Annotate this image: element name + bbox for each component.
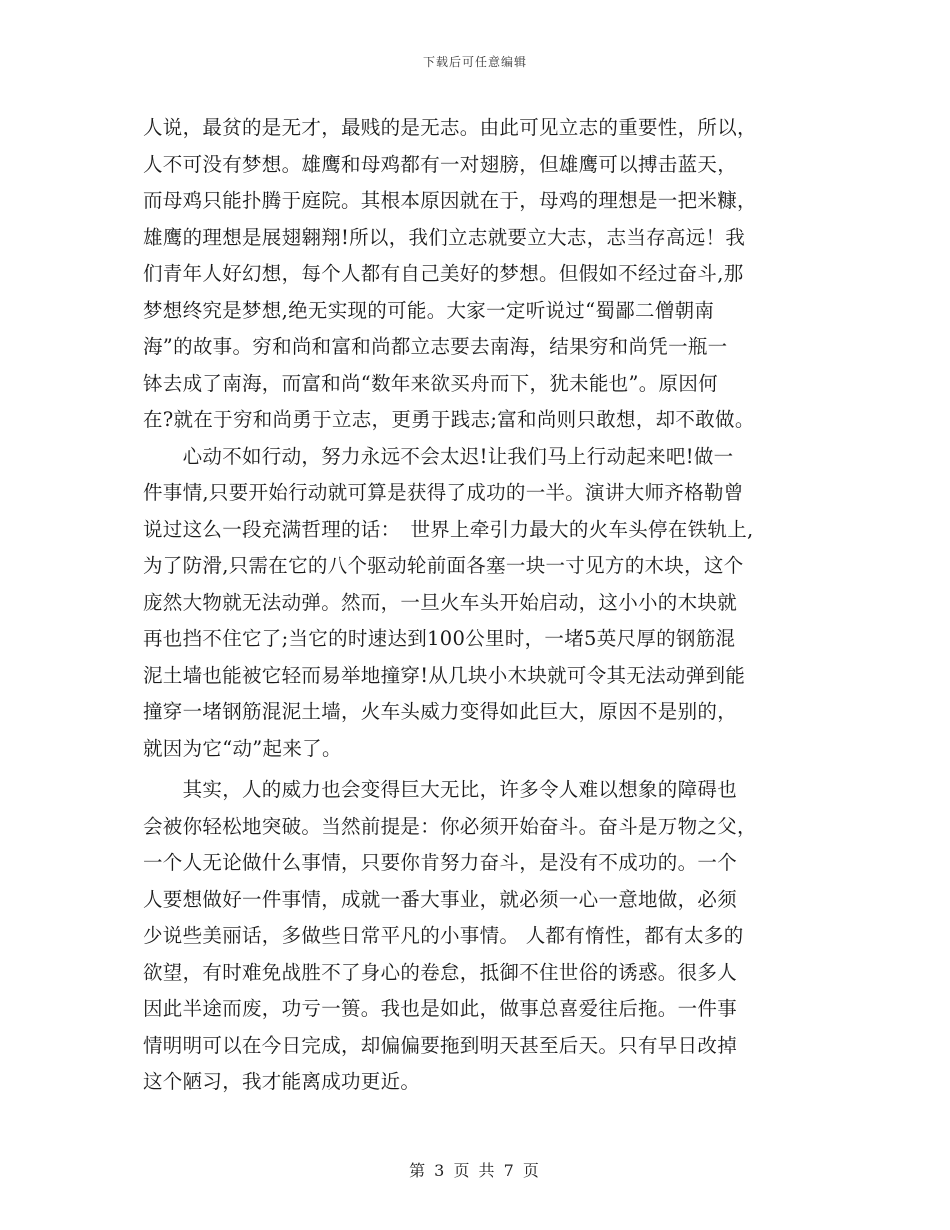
header-note: 下载后可任意编辑: [422, 55, 527, 69]
text-line: 情明明可以在今日完成，却偏偏要拖到明天甚至后天。只有早日改掉: [143, 1033, 738, 1057]
text-line: 件事情,只要开始行动就可算是获得了成功的一半。演讲大师齐格勒曾: [143, 481, 744, 504]
body-text: [143, 110, 813, 1101]
text-line: 一个人无论做什么事情，只要你肯努力奋斗，是没有不成功的。一个: [143, 851, 738, 874]
text-line: 其实，人的威力也会变得巨大无比，许多令人难以想象的障碍也: [143, 778, 738, 801]
text-line: 说过这么一段充满哲理的话： 世界上牵引力最大的火车头停在铁轨上,: [143, 517, 754, 541]
text-line: 而母鸡只能扑腾于庭院。其根本原因就在于，母鸡的理想是一把米糠，: [143, 189, 757, 212]
text-line: 在?就在于穷和尚勇于立志，更勇于践志;富和尚则只敢想，却不敢做。: [143, 408, 755, 431]
text-line: 钵去成了南海，而富和尚“数年来欲买舟而下，犹未能也”。原因何: [143, 371, 718, 395]
text-line: 心动不如行动，努力永远不会太迟!让我们马上行动起来吧!做一: [143, 444, 734, 468]
text-line: 梦想终究是梦想,绝无实现的可能。大家一定听说过“蜀鄙二僧朝南: [143, 298, 715, 322]
text-line: 人要想做好一件事情，成就一番大事业，就必须一心一意地做，必须: [143, 887, 738, 911]
text-line: 人不可没有梦想。雄鹰和母鸡都有一对翅膀，但雄鹰可以搏击蓝天，: [143, 152, 738, 176]
paragraph-1: [143, 110, 813, 439]
text-line: 海”的故事。穷和尚和富和尚都立志要去南海，结果穷和尚凭一瓶一: [143, 335, 728, 358]
text-line: 因此半途而废，功亏一篑。我也是如此，做事总喜爱往后拖。一件事: [143, 997, 738, 1020]
text-line: 少说些美丽话，多做些日常平凡的小事情。 人都有惰性，都有太多的: [143, 924, 744, 947]
page-number: 第 3 页 共 7 页: [409, 1161, 541, 1180]
text-line: 们青年人好幻想，每个人都有自己美好的梦想。但假如不经过奋斗,那: [143, 262, 744, 285]
paragraph-2: [143, 439, 813, 768]
text-line: 人说，最贫的是无才，最贱的是无志。由此可见立志的重要性，所以，: [143, 116, 757, 139]
text-line: 会被你轻松地突破。当然前提是：你必须开始奋斗。奋斗是万物之父，: [143, 814, 757, 838]
text-line: 欲望，有时难免战胜不了身心的卷怠，抵御不住世俗的诱惑。很多人: [143, 960, 738, 984]
text-line: 这个陋习，我才能离成功更近。: [143, 1070, 421, 1093]
text-line: 就因为它“动”起来了。: [143, 736, 342, 760]
paragraph-3: [143, 772, 813, 1101]
text-line: 庞然大物就无法动弹。然而，一旦火车头开始启动，这小小的木块就: [143, 590, 738, 614]
text-line: 雄鹰的理想是展翅翱翔!所以，我们立志就要立大志，志当存高远！我: [143, 225, 746, 249]
text-line: 为了防滑,只需在它的八个驱动轮前面各塞一块一寸见方的木块，这个: [143, 554, 744, 577]
text-line: 撞穿一堵钢筋混泥土墙，火车头威力变得如此巨大，原因不是别的，: [143, 700, 738, 723]
text-line: 再也挡不住它了;当它的时速达到100公里时，一堵5英尺厚的钢筋混: [143, 627, 736, 650]
text-line: 泥土墙也能被它轻而易举地撞穿!从几块小木块就可令其无法动弹到能: [143, 663, 746, 687]
